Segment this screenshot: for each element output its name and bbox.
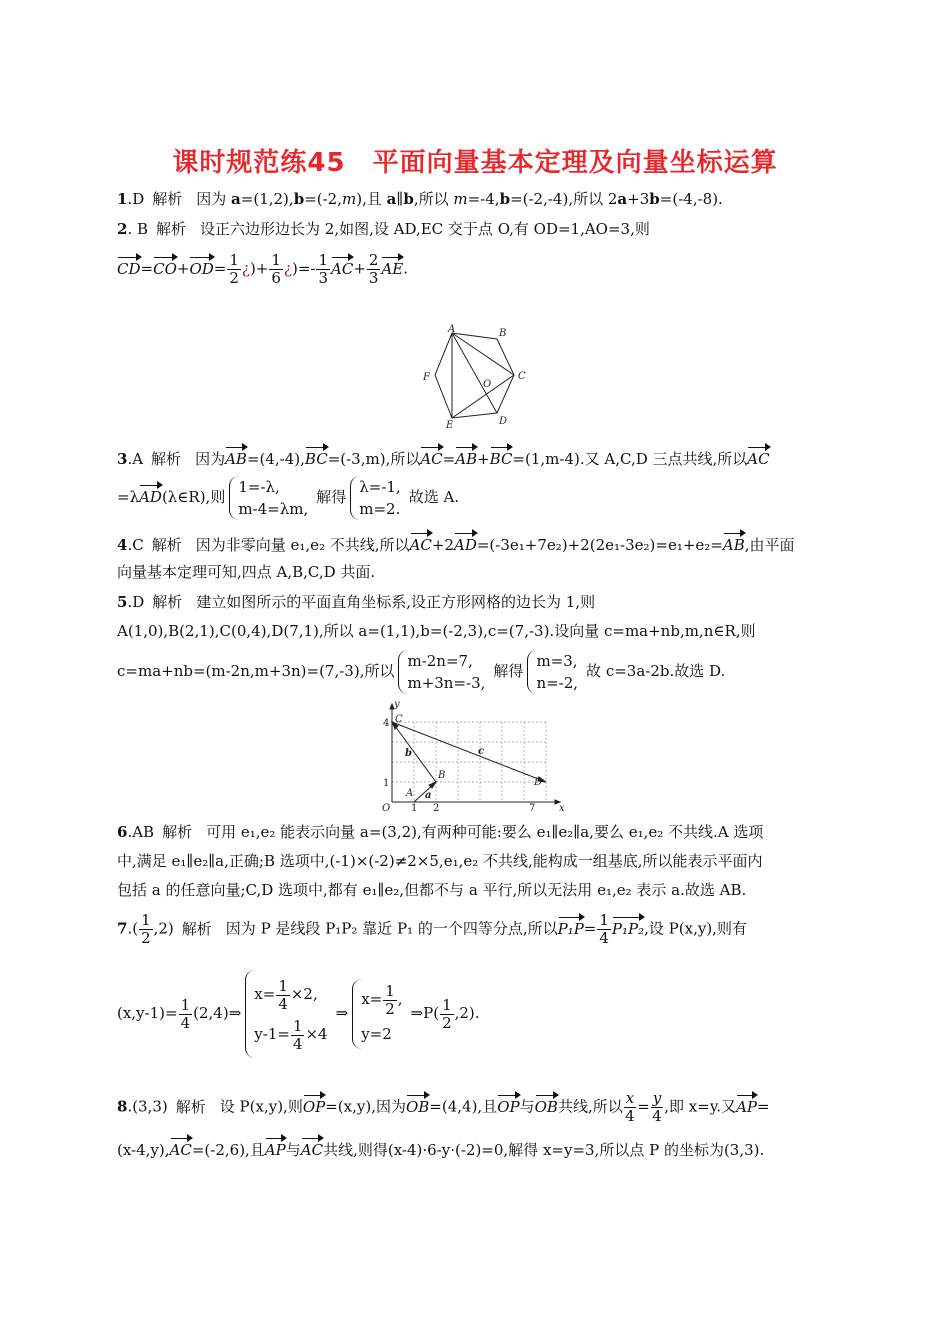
q3-line-1 — [117, 446, 770, 469]
grid-figure — [378, 698, 568, 814]
grid-lines — [392, 722, 548, 802]
q5-fig-y: y — [394, 699, 400, 710]
q7-s1a_d: 4 — [278, 994, 288, 1013]
q1-t8: =(-2,-4),所以 2 — [510, 190, 618, 208]
label-C: C — [518, 371, 526, 382]
q8-t1: 设 P(x,y),则 — [219, 1097, 303, 1116]
q5-system-2 — [527, 650, 582, 694]
q7-num: 7 — [117, 919, 128, 938]
q4-t4: ,由平面 — [744, 536, 795, 554]
q7-P1P: P₁P — [558, 916, 584, 939]
q7-s1a_post: ×2, — [290, 985, 318, 1003]
q1-t9: +3 — [627, 190, 650, 208]
labels-analysis: 解析 — [175, 1097, 206, 1116]
q8-fyn: y — [652, 1089, 662, 1107]
q5-fig-b: b — [405, 748, 412, 759]
labels-analysis: 解析 — [152, 593, 183, 611]
q1-t4: ),且 — [356, 190, 382, 208]
q2-eq-n1: 1 — [229, 251, 239, 269]
q8-AC: AC — [170, 1137, 192, 1160]
q4-t1: 因为非零向量 e₁,e₂ 不共线,所以 — [195, 536, 410, 554]
vector-c — [392, 722, 546, 782]
q7-line-1 — [117, 912, 747, 947]
q8-l2b: =(-2,6),且 — [191, 1141, 265, 1159]
q2-eq-d4: 3 — [368, 269, 379, 287]
q3-s2b: m=2. — [359, 500, 401, 518]
q2-eq-plus2: + — [353, 259, 366, 278]
q8-l2c: 与 — [285, 1141, 301, 1159]
q5-system-1 — [398, 650, 489, 694]
q4-t2: +2 — [431, 536, 454, 554]
q2-eq-q1: ¿ — [241, 259, 250, 278]
q5-ans: .D — [127, 593, 145, 611]
q3-t2: =(4,-4), — [246, 450, 305, 468]
q3-s1a: 1=-λ, — [238, 478, 280, 496]
q1-ans: .D — [127, 190, 145, 208]
q2-l1: 设正六边形边长为 2,如图,设 AD,EC 交于点 O,有 OD=1,AO=3,则 — [200, 220, 650, 238]
q2-eq-d3: 3 — [318, 269, 329, 287]
q5-fig-A: A — [406, 788, 414, 799]
labels-analysis: 解析 — [162, 823, 193, 841]
q7-s2a_n: 1 — [385, 981, 395, 1000]
q3-t1: 因为 — [195, 450, 226, 468]
q5-s2b: n=-2, — [536, 674, 579, 692]
q4-t3: =(-3e₁+7e₂)+2(2e₁-3e₂)=e₁+e₂= — [476, 536, 723, 554]
q5-fig-t7x: 7 — [529, 803, 536, 814]
q8-t4: 与 — [519, 1097, 535, 1116]
q8-OP2: OP — [497, 1094, 519, 1117]
q8-t5: 共线,所以 — [557, 1097, 623, 1116]
q8-num: 8 — [117, 1097, 128, 1116]
q7-s1a_pre: x= — [254, 985, 276, 1003]
label-E: E — [446, 420, 454, 431]
label-F: F — [423, 372, 430, 383]
q7-s1b_post: ×4 — [305, 1025, 328, 1043]
q2-eq-eq2: = — [213, 259, 227, 278]
q2-eq-eq1: = — [140, 259, 154, 278]
q5-fig-C: C — [395, 714, 403, 725]
q7-s1b_pre: y-1= — [254, 1025, 290, 1043]
q7-s1b_d: 4 — [292, 1034, 303, 1053]
q5-fig-t2x: 2 — [433, 803, 440, 814]
q7-t2: ,设 P(x,y),则有 — [644, 919, 747, 938]
q3-ans: .A — [127, 450, 144, 468]
q8-line-2 — [117, 1137, 764, 1160]
q4-line-2: 向量基本定理可知,四点 A,B,C,D 共面. — [117, 563, 376, 581]
q5-fig-D: D — [534, 777, 543, 788]
q4-ans: .C — [127, 536, 144, 554]
q2-eq-AE: AE — [381, 256, 403, 279]
q7-P1P2: P₁P₂ — [612, 916, 644, 939]
labels-analysis: 解析 — [152, 190, 183, 208]
q8-OB2: OB — [535, 1094, 558, 1117]
q7-s2a_post: , — [397, 990, 403, 1008]
q8-AP2: AP — [265, 1137, 286, 1160]
q7-ans_n: 1 — [141, 911, 151, 929]
q2-line-1 — [117, 219, 650, 239]
q1-t7: =-4, — [467, 190, 500, 208]
q8-t7: = — [757, 1097, 770, 1116]
q8-eq: = — [637, 1097, 650, 1116]
q5-fig-t1x: 1 — [411, 803, 418, 814]
labels-analysis: 解析 — [156, 220, 187, 238]
q6-line-3: 包括 a 的任意向量;C,D 选项中,都有 e₁∥e₂,但都不与 a 平行,所以无法用 e₁,e₂ 表示 a.故选 AB. — [117, 881, 747, 899]
labels-analysis: 解析 — [151, 450, 182, 468]
q3-t4: = — [442, 450, 456, 468]
q7-l2d2: ,2). — [454, 1004, 480, 1022]
q3-BC: BC — [305, 446, 328, 469]
q7-s2a_pre: x= — [361, 990, 383, 1008]
q7-l2cn: 1 — [442, 995, 452, 1014]
labels-analysis: 解析 — [181, 919, 212, 938]
q3-l2b: (λ∈R),则 — [161, 488, 226, 506]
q2-eq-n2: 1 — [271, 251, 281, 269]
q3-t6: =(1,m-4).又 A,C,D 三点共线,所以 — [512, 450, 748, 468]
q3-t3: =(-3,m),所以 — [327, 450, 421, 468]
label-D: D — [499, 416, 508, 427]
q3-AC: AC — [420, 446, 442, 469]
q3-line-2 — [117, 476, 459, 520]
q8-ans: .(3,3) — [127, 1097, 168, 1116]
q2-eq-CO: CO — [153, 256, 177, 279]
q7-fd: 4 — [599, 929, 609, 947]
q7-t1: 因为 P 是线段 P₁P₂ 靠近 P₁ 的一个四等分点,所以 — [225, 919, 558, 938]
q7-s2b: y=2 — [361, 1025, 392, 1043]
q2-num: 2 — [117, 220, 128, 238]
q8-line-1 — [117, 1090, 770, 1125]
q7-l2d: 4 — [180, 1013, 191, 1032]
q7-l2a: (x,y-1)= — [117, 1004, 178, 1022]
q7-system-1 — [245, 970, 331, 1058]
q2-eq-end: . — [403, 259, 409, 278]
q8-OB: OB — [406, 1094, 429, 1117]
q7-l2n: 1 — [180, 995, 191, 1014]
q4-line-1 — [117, 532, 795, 555]
q2-eq-n3: 1 — [318, 251, 329, 269]
q5-fig-c: c — [478, 746, 485, 757]
q4-num: 4 — [117, 536, 128, 554]
q7-s1a_n: 1 — [278, 976, 288, 995]
q5-line-2: A(1,0),B(2,1),C(0,4),D(7,1),所以 a=(1,1),b=(-2,3),c=(7,-3).设向量 c=ma+nb,m,n∈R,则 — [117, 622, 756, 640]
q7-s1b_n: 1 — [292, 1016, 303, 1035]
q3-num: 3 — [117, 450, 128, 468]
q7-l2b: (2,4)⇒ — [193, 1004, 242, 1022]
q2-eq-mid: )+ — [249, 259, 269, 278]
q7-system-2 — [352, 979, 406, 1049]
q7-line-2 — [117, 970, 480, 1058]
q8-t2: =(x,y),因为 — [325, 1097, 406, 1116]
q1-t6: ,所以 — [413, 190, 449, 208]
q2-eq-d1: 2 — [229, 269, 239, 287]
q7-ans_b: ,2) — [153, 919, 174, 938]
q8-AP: AP — [736, 1094, 757, 1117]
q1-t3: =(-2, — [304, 190, 342, 208]
q5-l3b: 解得 — [493, 662, 524, 680]
q6-l1: 可用 e₁,e₂ 能表示向量 a=(3,2),有两种可能:要么 e₁∥e₂∥a,要么 e₁,e₂ 不共线.A 选项 — [206, 823, 764, 841]
q5-s1b: m+3n=-3, — [407, 674, 486, 692]
q1-line: 1.D 解析 因为 a=(1,2),b=(-2,m),且 a∥b,所以 m=-4,b=(-2,-4),所以 2a+3b=(-4,-8). — [117, 190, 723, 208]
hexagon-figure — [415, 322, 535, 432]
q6-line-1 — [117, 822, 763, 842]
diagonal-ad — [452, 333, 497, 413]
q1-t1: 因为 — [196, 190, 227, 208]
q5-l3a: c=ma+nb=(m-2n,m+3n)=(7,-3),所以 — [117, 662, 395, 680]
q5-num: 5 — [117, 593, 128, 611]
q2-equation — [117, 252, 408, 287]
label-O: O — [483, 379, 492, 390]
q7-ans_d: 2 — [141, 929, 151, 947]
page-title: 课时规范练45 平面向量基本定理及向量坐标运算 — [172, 148, 778, 178]
q6-ans: .AB — [127, 823, 155, 841]
label-A: A — [448, 324, 456, 335]
q5-s1a: m-2n=7, — [407, 652, 473, 670]
q5-fig-O: O — [382, 803, 391, 814]
q2-eq-OD: OD — [189, 256, 213, 279]
q3-system-2 — [350, 476, 404, 520]
q3-AB: AB — [225, 446, 247, 469]
q3-s2a: λ=-1, — [359, 478, 401, 496]
q3-l2c: 解得 — [316, 488, 347, 506]
q3-l2d: 故选 A. — [408, 488, 460, 506]
q5-l1: 建立如图所示的平面直角坐标系,设正方形网格的边长为 1,则 — [196, 593, 596, 611]
q7-s2a_d: 2 — [385, 999, 395, 1018]
q2-eq-tail: )=- — [291, 259, 316, 278]
q4-AC: AC — [410, 532, 432, 555]
diagonal-ac — [452, 333, 514, 375]
labels-analysis: 解析 — [151, 536, 182, 554]
q2-eq-n4: 2 — [368, 251, 379, 269]
q1-num: 1 — [117, 190, 128, 208]
q2-eq-CD: CD — [117, 256, 141, 279]
q2-eq-d2: 6 — [271, 269, 281, 287]
q5-fig-t1y: 1 — [383, 778, 390, 789]
q6-num: 6 — [117, 823, 128, 841]
q7-l2c: ⇒P( — [410, 1004, 440, 1022]
q3-system-1 — [229, 476, 312, 520]
q7-eq: = — [583, 919, 597, 938]
q3-BC2: BC — [490, 446, 513, 469]
label-B: B — [499, 328, 507, 339]
q8-t3: =(4,4),且 — [429, 1097, 498, 1116]
q7-arrow: ⇒ — [335, 1004, 349, 1022]
q5-line-1 — [117, 592, 595, 612]
q8-fxd: 4 — [625, 1107, 635, 1125]
q5-fig-t4: 4 — [383, 718, 390, 729]
q1-t5: ∥ — [396, 190, 404, 208]
q5-fig-a: a — [425, 790, 432, 801]
q5-l3c: 故 c=3a-2b.故选 D. — [586, 662, 726, 680]
q1-t10: =(-4,-8). — [659, 190, 723, 208]
q3-t5: + — [477, 450, 490, 468]
q4-AD: AD — [454, 532, 477, 555]
q5-fig-B: B — [438, 770, 446, 781]
q2-eq-q2: ¿ — [283, 259, 292, 278]
q8-fxn: x — [625, 1089, 635, 1107]
q2-eq-plus: + — [176, 259, 190, 278]
q3-l2a: =λ — [117, 488, 140, 506]
q3-AB2: AB — [455, 446, 477, 469]
q7-l2cd: 2 — [442, 1013, 452, 1032]
q5-line-3 — [117, 650, 725, 694]
q8-l2d: 共线,则得(x-4)·6-y·(-2)=0,解得 x=y=3,所以点 P 的坐标为(3,3). — [323, 1141, 765, 1159]
q2-eq-AC: AC — [331, 256, 353, 279]
q1-t2: =(1,2), — [240, 190, 294, 208]
q8-l2a: (x-4,y), — [117, 1141, 170, 1159]
q8-OP: OP — [303, 1094, 325, 1117]
q6-line-2: 中,满足 e₁∥e₂∥a,正确;B 选项中,(-1)×(-2)≠2×5,e₁,e₂ 不共线,能构成一组基底,所以能表示平面内 — [117, 852, 763, 870]
q8-fyd: 4 — [652, 1107, 662, 1125]
q3-AD: AD — [139, 484, 162, 507]
q4-AB: AB — [723, 532, 745, 555]
q3-AC2: AC — [747, 446, 769, 469]
q7-ans_a: .( — [127, 919, 139, 938]
hexagon-outline — [435, 333, 514, 418]
q5-s2a: m=3, — [536, 652, 578, 670]
q2-ans: . B — [127, 220, 148, 238]
q5-fig-x: x — [559, 803, 565, 814]
q8-AC2: AC — [301, 1137, 323, 1160]
q3-s1b: m-4=λm, — [238, 500, 309, 518]
q8-t6: ,即 x=y.又 — [664, 1097, 737, 1116]
q7-fn: 1 — [599, 911, 609, 929]
